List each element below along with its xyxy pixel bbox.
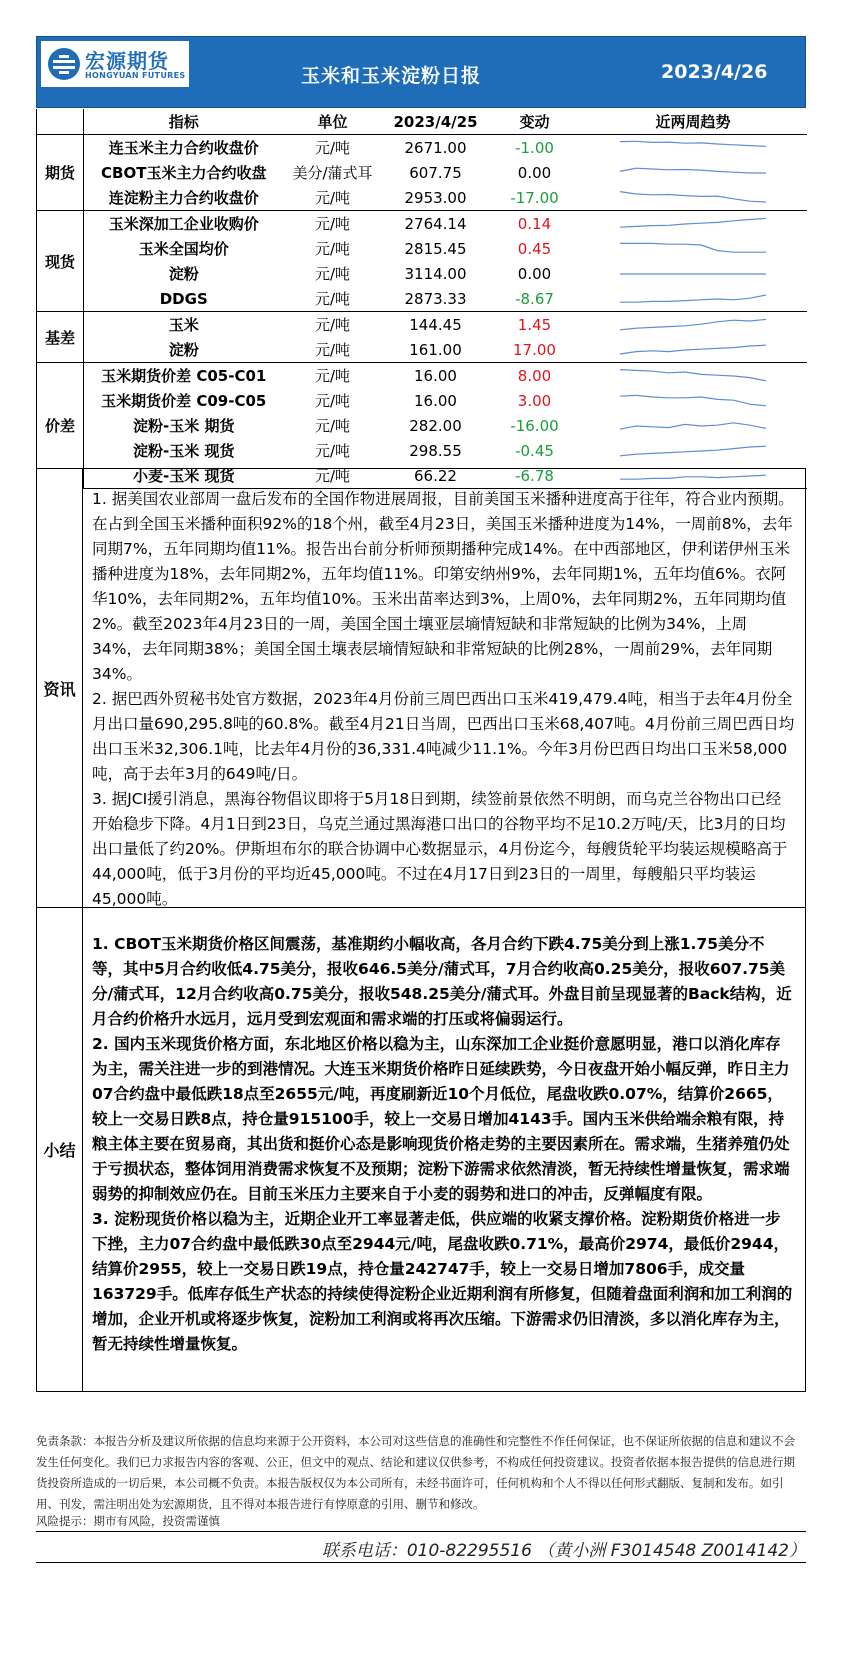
trend-cell bbox=[580, 388, 807, 413]
unit-cell: 元/吨 bbox=[314, 417, 351, 435]
unit-cell: 元/吨 bbox=[314, 265, 351, 283]
trend-cell bbox=[580, 211, 807, 237]
trend-line bbox=[620, 319, 766, 329]
company-logo bbox=[41, 41, 189, 87]
change-cell: 17.00 bbox=[513, 340, 556, 359]
indicator-name: 玉米期货价差 C05-C01 bbox=[84, 363, 284, 389]
value-cell: 16.00 bbox=[414, 391, 457, 410]
unit-cell: 元/吨 bbox=[284, 363, 382, 389]
trend-cell bbox=[580, 413, 807, 438]
col-header-indicator: 指标 bbox=[84, 109, 284, 135]
col-header-change: 变动 bbox=[490, 109, 580, 135]
summary-paragraph-2: 2. 国内玉米现货价格方面，东北地区价格以稳为主，山东深加工企业挺价意愿明显，港口以消化库存为主，需关注进一步的到港情况。大连玉米期货价格昨日延续跌势，今日夜盘开始小幅反弹，昨日主力07合约盘中最低跌18点至2655元/吨，再度刷新近10个月低位，尾盘收跌0.07%，结算价2665，较上一交易日跌8点，持仓量915100手，较上一交易日增加4143手。国内玉米供给端余粮有限，持粮主体主要在贸易商，其出货和挺价心态是影响现货价格走势的主要因素所在。需求端，生猪养殖仍处于亏损状态，整体饲用消费需求恢复不及预期；淀粉下游需求依然清淡，暂无持续性增量恢复，需求端弱势的抑制效应仍在。目前玉米压力主要来自于小麦的弱势和进口的冲击，反弹幅度有限。 bbox=[92, 1035, 790, 1203]
table-row bbox=[37, 413, 807, 438]
col-header-unit: 单位 bbox=[284, 109, 382, 135]
trend-line bbox=[620, 243, 766, 252]
summary-text bbox=[92, 932, 795, 1357]
section-label: 价差 bbox=[37, 363, 84, 489]
indicator-name: 连玉米主力合约收盘价 bbox=[108, 139, 259, 157]
trend-line bbox=[620, 295, 766, 302]
trend-sparkline bbox=[618, 289, 768, 309]
summary-paragraph-3: 3. 淀粉现货价格以稳为主，近期企业开工率显著走低，供应端的收紧支撑价格。淀粉期货价格进一步下挫，主力07合约盘中最低跌30点至2944元/吨，尾盘收跌0.71%，最高价2974，最低价2944，结算价2955，较上一交易日跌19点，持仓量242747手，较上一交易日增加7806手，成交量163729手。低库存低生产状态的持续使得淀粉企业近期利润有所修复，但随着盘面利润和加工利润的增加，企业开机或将逐步恢复，淀粉加工利润或将再次压缩。下游需求仍旧清淡，多以消化库存为主，暂无持续性增量恢复。 bbox=[92, 1210, 793, 1353]
news-paragraph-1: 1. 据美国农业部周一盘后发布的全国作物进展周报，目前美国玉米播种进度高于往年，符合业内预期。在占到全国玉米播种面积92%的18个州，截至4月23日，美国玉米播种进度为14%，一周前8%，去年同期7%，五年同期均值11%。报告出台前分析师预期播种完成14%。在中西部地区，伊利诺伊州玉米播种进度为18%，去年同期2%，五年均值11%。印第安纳州9%，去年同期1%，五年均值6%。衣阿华10%，去年同期2%，五年均值10%。玉米出苗率达到3%，上周0%，去年同期2%，五年同期均值2%。截至2023年4月23日的一周，美国全国土壤亚层墒情短缺和非常短缺的比例为34%，上周34%，去年同期38%；美国全国土壤表层墒情短缺和非常短缺的比例28%，一周前29%，去年同期34%。 bbox=[92, 490, 794, 683]
table-row bbox=[37, 388, 807, 413]
value-cell: 16.00 bbox=[382, 363, 490, 389]
change-cell: -0.45 bbox=[515, 441, 554, 460]
value-cell: 2873.33 bbox=[404, 289, 467, 308]
change-cell: 3.00 bbox=[517, 391, 552, 410]
trend-sparkline bbox=[618, 138, 768, 158]
table-row bbox=[37, 160, 807, 185]
trend-sparkline bbox=[618, 264, 768, 284]
trend-cell bbox=[580, 135, 807, 161]
table-row bbox=[37, 312, 807, 338]
indicator-table bbox=[36, 109, 807, 489]
summary-paragraph-1: 1. CBOT玉米期货价格区间震荡，基准期约小幅收高，各月合约下跌4.75美分到上涨1.75美分不等，其中5月合约收低4.75美分，报收646.5美分/蒲式耳，7月合约收高0.25美分，报收607.75美分/蒲式耳，12月合约收高0.75美分，报收548.25美分/蒲式耳。外盘目前呈现显著的Back结构，近月合约价格升水远月，远月受到宏观面和需求端的打压或将偏弱运行。 bbox=[92, 935, 792, 1028]
unit-cell: 元/吨 bbox=[314, 442, 351, 460]
indicator-name: 玉米期货价差 C09-C05 bbox=[101, 392, 267, 410]
contact-phone: 联系电话：010-82295516 （黄小洲 F3014548 Z0014142） bbox=[321, 1541, 806, 1561]
change-cell: 0.45 bbox=[517, 239, 552, 258]
indicator-name: 玉米 bbox=[84, 312, 284, 338]
change-cell: -1.00 bbox=[515, 138, 554, 157]
change-cell: -17.00 bbox=[510, 188, 559, 207]
trend-sparkline bbox=[618, 441, 768, 461]
trend-line bbox=[620, 141, 766, 146]
section-label: 现货 bbox=[37, 211, 84, 312]
news-section bbox=[36, 468, 806, 908]
trend-sparkline bbox=[618, 416, 768, 436]
indicator-name: CBOT玉米主力合约收盘 bbox=[101, 164, 267, 182]
value-cell: 282.00 bbox=[409, 416, 462, 435]
unit-cell: 元/吨 bbox=[314, 392, 351, 410]
report-header bbox=[36, 36, 806, 108]
divider bbox=[36, 1562, 806, 1563]
table-row bbox=[37, 211, 807, 237]
change-cell: 1.45 bbox=[490, 312, 580, 338]
table-row bbox=[37, 286, 807, 312]
trend-line bbox=[620, 191, 766, 201]
trend-cell bbox=[580, 185, 807, 211]
table-header-row bbox=[37, 109, 807, 135]
table-row bbox=[37, 261, 807, 286]
disclaimer: 免责条款：本报告分析及建议所依据的信息均来源于公开资料，本公司对这些信息的准确性和完整性不作任何保证，也不保证所依据的信息和建议不会发生任何变化。我们已力求报告内容的客观、公正，但文中的观点、结论和建议仅供参考，不构成任何投资建议。投资者依据本报告提供的信息进行期货投资所造成的一切后果，本公司概不负责。本报告版权仅为本公司所有，未经书面许可，任何机构和个人不得以任何形式翻版、复制和发布。如引用、刊发，需注明出处为宏源期货，且不得对本报告进行有悖原意的引用、删节和修改。 bbox=[36, 1434, 795, 1511]
report-date: 2023/4/26 bbox=[661, 61, 768, 83]
indicator-name: 玉米深加工企业收购价 bbox=[84, 211, 284, 237]
trend-sparkline bbox=[618, 315, 768, 335]
unit-cell: 元/吨 bbox=[314, 341, 351, 359]
trend-line bbox=[620, 369, 766, 380]
trend-sparkline bbox=[618, 163, 768, 183]
change-cell: 0.00 bbox=[517, 163, 552, 182]
summary-label: 小结 bbox=[37, 908, 83, 1391]
value-cell: 2953.00 bbox=[404, 188, 467, 207]
news-paragraph-3: 3. 据JCI援引消息，黑海谷物倡议即将于5月18日到期，续签前景依然不明朗，而乌克兰谷物出口已经开始稳步下降。4月1日到23日，乌克兰通过黑海港口出口的谷物平均不足10.2万吨/天，比3月的日均出口量低了约20%。伊斯坦布尔的联合协调中心数据显示，4月份迄今，每艘货轮平均装运规模略高于44,000吨，低于3月份的平均近45,000吨。不过在4月17日到23日的一周里，每艘船只平均装运45,000吨。 bbox=[92, 790, 788, 908]
section-label: 基差 bbox=[37, 312, 84, 363]
unit-cell: 元/吨 bbox=[314, 240, 351, 258]
trend-cell bbox=[580, 236, 807, 261]
trend-cell bbox=[580, 160, 807, 185]
unit-cell: 元/吨 bbox=[314, 139, 351, 157]
trend-sparkline bbox=[618, 188, 768, 208]
value-cell: 161.00 bbox=[409, 340, 462, 359]
indicator-name: 小麦-玉米 现货 bbox=[84, 463, 284, 489]
logo-en-text: HONGYUAN FUTURES bbox=[85, 71, 186, 80]
value-cell: 3114.00 bbox=[404, 264, 467, 283]
section-label: 期货 bbox=[37, 135, 84, 211]
trend-sparkline bbox=[618, 340, 768, 360]
trend-sparkline bbox=[618, 391, 768, 411]
change-cell: -8.67 bbox=[515, 289, 554, 308]
trend-line bbox=[620, 422, 766, 428]
trend-sparkline bbox=[618, 214, 768, 234]
value-cell: 2815.45 bbox=[404, 239, 467, 258]
risk-notice: 风险提示：期市有风险，投资需谨慎 bbox=[36, 1514, 220, 1528]
unit-cell: 元/吨 bbox=[284, 312, 382, 338]
trend-cell bbox=[580, 363, 807, 389]
change-cell: -6.78 bbox=[490, 463, 580, 489]
indicator-name: DDGS bbox=[159, 289, 208, 308]
table-row bbox=[37, 135, 807, 161]
report-title: 玉米和玉米淀粉日报 bbox=[301, 65, 482, 87]
unit-cell: 元/吨 bbox=[314, 189, 351, 207]
value-cell: 2671.00 bbox=[404, 138, 467, 157]
unit-cell: 元/吨 bbox=[314, 290, 351, 308]
change-cell: 0.00 bbox=[517, 264, 552, 283]
table-row bbox=[37, 337, 807, 363]
trend-cell bbox=[580, 337, 807, 363]
trend-line bbox=[620, 345, 766, 354]
trend-cell bbox=[580, 261, 807, 286]
logo-cn-text: 宏源期货 bbox=[85, 49, 169, 73]
summary-section bbox=[36, 907, 806, 1392]
trend-cell bbox=[580, 286, 807, 312]
table-row bbox=[37, 236, 807, 261]
change-cell: -16.00 bbox=[510, 416, 559, 435]
divider bbox=[36, 1531, 806, 1532]
indicator-name: 连淀粉主力合约收盘价 bbox=[108, 189, 259, 207]
hongyuan-logo-icon bbox=[47, 47, 81, 81]
value-cell: 2764.14 bbox=[382, 211, 490, 237]
trend-cell bbox=[580, 312, 807, 338]
trend-cell bbox=[580, 438, 807, 463]
indicator-name: 玉米全国均价 bbox=[138, 240, 229, 258]
trend-line bbox=[620, 395, 766, 405]
unit-cell: 元/吨 bbox=[284, 463, 382, 489]
value-cell: 144.45 bbox=[382, 312, 490, 338]
news-paragraph-2: 2. 据巴西外贸秘书处官方数据，2023年4月份前三周巴西出口玉米419,479.4吨，相当于去年4月份全月出口量690,295.8吨的60.8%。截至4月21日当周，巴西出口玉米68,407吨。4月份前三周巴西日均出口玉米32,306.1吨，比去年4月份的36,331.4吨减少11.1%。今年3月份巴西日均出口玉米58,000吨，高于去年3月的649吨/日。 bbox=[92, 690, 795, 783]
trend-sparkline bbox=[618, 239, 768, 259]
value-cell: 298.55 bbox=[409, 441, 462, 460]
col-header-date: 2023/4/25 bbox=[382, 109, 490, 135]
trend-sparkline bbox=[618, 366, 768, 386]
table-row bbox=[37, 185, 807, 211]
indicator-name: 淀粉-玉米 期货 bbox=[133, 417, 235, 435]
unit-cell: 元/吨 bbox=[284, 211, 382, 237]
table-row bbox=[37, 363, 807, 389]
value-cell: 607.75 bbox=[409, 163, 462, 182]
change-cell: 8.00 bbox=[490, 363, 580, 389]
trend-line bbox=[620, 446, 766, 456]
indicator-name: 淀粉 bbox=[168, 341, 199, 359]
change-cell: 0.14 bbox=[490, 211, 580, 237]
table-row bbox=[37, 438, 807, 463]
trend-line bbox=[620, 218, 766, 227]
indicator-name: 淀粉 bbox=[168, 265, 199, 283]
unit-cell: 美分/蒲式耳 bbox=[292, 164, 373, 182]
value-cell: 66.22 bbox=[382, 463, 490, 489]
trend-line bbox=[620, 168, 766, 173]
col-header-trend: 近两周趋势 bbox=[580, 109, 807, 135]
news-label: 资讯 bbox=[37, 469, 83, 907]
news-text bbox=[92, 487, 795, 912]
indicator-name: 淀粉-玉米 现货 bbox=[133, 442, 235, 460]
